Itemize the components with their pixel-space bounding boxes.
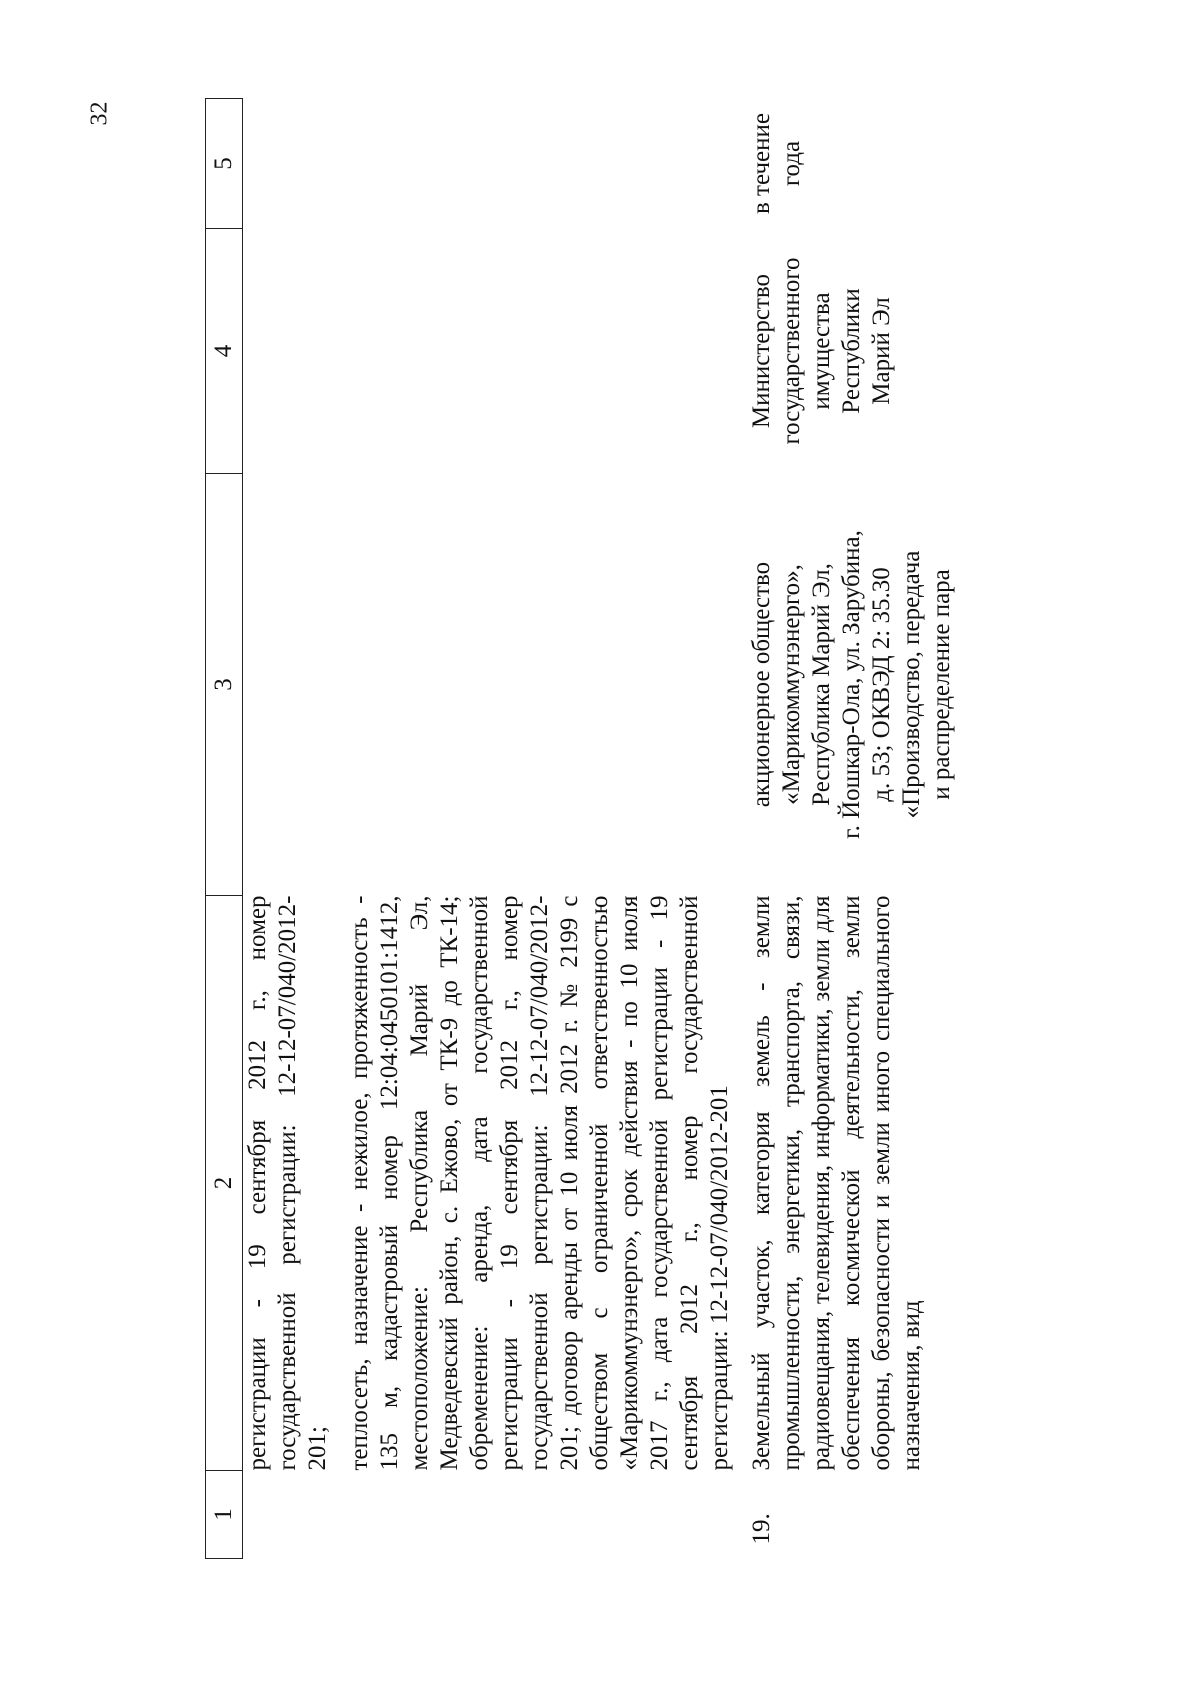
cell-number bbox=[243, 1471, 748, 1559]
cell-term bbox=[243, 99, 748, 229]
header-col-5: 5 bbox=[206, 99, 243, 229]
cell-description bbox=[747, 896, 957, 1471]
page-number: 32 bbox=[86, 101, 113, 126]
table-row-continuation bbox=[243, 99, 748, 1559]
row-number: 19. bbox=[748, 1513, 775, 1545]
cell-authority bbox=[747, 229, 957, 474]
description-paragraph: теплосеть, назначение - нежилое, протяженность - 135 м, кадастровый номер 12:04:0450101:1412, местоположение: Республика Марий Эл, Медведевский район, с. Ежово, от ТК-9 до ТК-14; обременение: аренда, дата государственной регистрации - 19 сентября 2012 г., номер государственной регистрации: 12-12-07/040/2012-201; договор аренды от 10 июля 2012 г. № 2199 с обществом с ограниченной ответственностью «Марикоммунэнерго», срок действия - по 10 июля 2017 г., дата государственной регистрации - 19 сентября 2012 г., номер государственной регистрации: 12-12-07/040/2012-201 bbox=[346, 895, 733, 1471]
cell-term bbox=[747, 99, 957, 229]
header-row bbox=[206, 99, 243, 1559]
company-line: «Производство, передача bbox=[898, 550, 925, 819]
term-line: в течение bbox=[748, 113, 775, 214]
authority-line: Министерство bbox=[748, 273, 775, 429]
company-line: г. Йошкар-Ола, ул. Зарубина, bbox=[838, 530, 865, 839]
table-row-19 bbox=[747, 99, 957, 1559]
company-line: д. 53; ОКВЭД 2: 35.30 bbox=[868, 567, 895, 802]
term-line: года bbox=[778, 140, 805, 187]
privatization-table bbox=[205, 98, 957, 1559]
cell-company bbox=[243, 474, 748, 896]
header-col-4: 4 bbox=[206, 229, 243, 474]
authority-line: имущества bbox=[808, 292, 835, 410]
company-line: акционерное общество bbox=[748, 561, 775, 808]
description-text: Земельный участок, категория земель - земли промышленности, энергетики, транспорта, связи, радиовещания, телевидения, информатики, земли для обеспечения космической деятельности, земли обороны, безопасности и земли иного специального назначения, вид bbox=[748, 895, 925, 1471]
header-col-3: 3 bbox=[206, 474, 243, 896]
authority-line: государственного bbox=[778, 257, 805, 445]
company-line: Республика Марий Эл, bbox=[808, 563, 835, 806]
description-paragraph: регистрации - 19 сентября 2012 г., номер государственной регистрации: 12-12-07/040/2012-201; bbox=[244, 895, 331, 1471]
header-col-1: 1 bbox=[206, 1471, 243, 1559]
authority-line: Республики bbox=[838, 288, 865, 414]
cell-company bbox=[747, 474, 957, 896]
header-col-2: 2 bbox=[206, 896, 243, 1471]
cell-authority bbox=[243, 229, 748, 474]
cell-description bbox=[243, 896, 748, 1471]
authority-line: Марий Эл bbox=[868, 297, 895, 405]
company-line: «Марикоммунэнерго», bbox=[778, 564, 805, 805]
company-line: и распределение пара bbox=[928, 569, 955, 800]
